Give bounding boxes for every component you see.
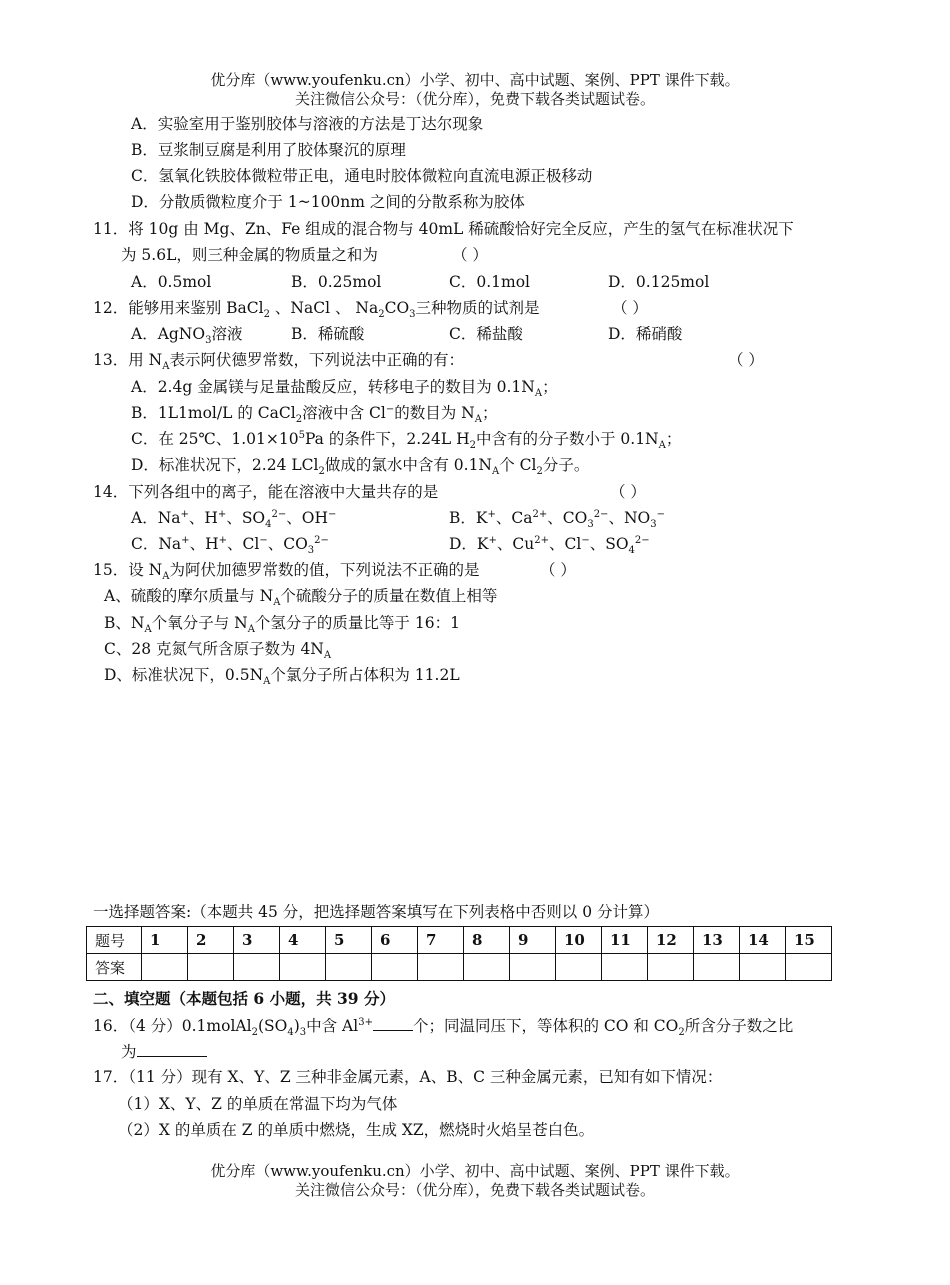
- q14-stem: 14．下列各组中的离子，能在溶液中大量共存的是: [93, 483, 439, 501]
- q16-stem-line2: 为: [121, 1040, 207, 1063]
- q12-option-c: C．稀盐酸: [449, 325, 523, 343]
- q16-stem-line1: 16．（4 分）$0.1molAl_2(SO_4)_3$中含 $Al^{3+}$ 个；同温同压下，等体积的 CO 和 $CO_2$所含分子数之比: [93, 1014, 793, 1037]
- answer-cell[interactable]: [234, 954, 280, 981]
- header-line-2: 关注微信公众号：（优分库），免费下载各类试题试卷。: [294, 90, 655, 108]
- answer-table-answer-row: [87, 954, 832, 981]
- q14-option-d: D．K+、$Cu^{2+}$、Cl−、$SO_4^{2-}$: [449, 534, 650, 557]
- answer-cell[interactable]: [418, 954, 464, 981]
- q13-option-c: C．在 25℃、$1.01\times 10^5Pa$ 的条件下，2.24L $H_2$中含有的分子数小于 $0.1N_A$；: [131, 429, 682, 452]
- q11-option-d: D．0.125mol: [608, 273, 710, 291]
- q12-option-b: B．稀硫酸: [291, 325, 365, 343]
- q12-stem: 12．能够用来鉴别 BaCl$_2$ 、NaCl 、 $Na_2CO_3$三种物质的试剂是: [93, 299, 540, 321]
- q14-option-c: C．Na+、H+、Cl−、$CO_3^{2-}$: [131, 534, 329, 557]
- q15-option-b: B、$N_A$个氧分子与 $N_A$个氢分子的质量比等于 16：1: [104, 614, 460, 636]
- section2-title: 二、填空题（本题包括 6 小题，共 39 分）: [93, 989, 395, 1008]
- q16-blank-1[interactable]: [373, 1014, 413, 1031]
- answer-cell[interactable]: [142, 954, 188, 981]
- answer-section-intro: 一选择题答案:（本题共 45 分，把选择题答案填写在下列表格中否则以 0 分计算）: [93, 903, 660, 921]
- q14-option-a: A．Na+、H+、$SO_4^{2-}$、OH−: [131, 508, 337, 531]
- q13-option-b: B．1L1mol/L 的 CaCl$_2$溶液中含 Cl−的数目为 $N_A$；: [131, 403, 498, 426]
- footer-line-2: 关注微信公众号：（优分库），免费下载各类试题试卷。: [294, 1181, 655, 1199]
- question-number: 2: [188, 927, 234, 954]
- answer-cell[interactable]: [326, 954, 372, 981]
- answer-table-number-row: [87, 927, 832, 954]
- q15-option-a: A、硫酸的摩尔质量与 $N_A$个硫酸分子的质量在数值上相等: [104, 587, 498, 609]
- q13-answer-paren: （ ）: [728, 351, 764, 369]
- q11-stem-line2: 为 5.6L，则三种金属的物质量之和为: [121, 246, 378, 264]
- answer-table: [86, 926, 832, 981]
- answer-cell[interactable]: [648, 954, 694, 981]
- q14-answer-paren: （ ）: [610, 483, 646, 501]
- answer-cell[interactable]: [280, 954, 326, 981]
- q11-option-a: A．0.5mol: [131, 273, 212, 291]
- q10-option-c: C．氢氧化铁胶体微粒带正电，通电时胶体微粒向直流电源正极移动: [131, 167, 593, 185]
- q13-option-d: D．标准状况下，2.24 LCl$_2$做成的氯水中含有 $0.1N_A$个 $Cl_2$分子。: [131, 456, 590, 478]
- answer-cell[interactable]: [372, 954, 418, 981]
- q13-stem: 13．用 $N_A$表示阿伏德罗常数，下列说法中正确的有：: [93, 351, 464, 373]
- page-footer: [0, 1162, 950, 1200]
- question-number: 5: [326, 927, 372, 954]
- footer-line-1: 优分库（www.youfenku.cn）小学、初中、高中试题、案例、PPT 课件下载。: [210, 1162, 740, 1180]
- q11-option-b: B．0.25mol: [291, 273, 382, 291]
- q12-option-d: D．稀硝酸: [608, 325, 683, 343]
- question-number: 4: [280, 927, 326, 954]
- answer-cell[interactable]: [188, 954, 234, 981]
- answer-cell[interactable]: [602, 954, 648, 981]
- question-number: 1: [142, 927, 188, 954]
- q12-option-a: A．AgNO$_3$溶液: [131, 325, 243, 347]
- q17-condition-1: （1）X、Y、Z 的单质在常温下均为气体: [118, 1095, 398, 1113]
- q11-stem-line1: 11．将 10g 由 Mg、Zn、Fe 组成的混合物与 40mL 稀硫酸恰好完全反应，产生的氢气在标准状况下: [93, 220, 794, 238]
- answer-cell[interactable]: [694, 954, 740, 981]
- question-number: 15: [786, 927, 832, 954]
- answer-cell[interactable]: [786, 954, 832, 981]
- q11-answer-paren: （ ）: [452, 246, 488, 264]
- q12-answer-paren: （ ）: [612, 299, 648, 317]
- q15-answer-paren: （ ）: [540, 561, 576, 579]
- q14-option-b: B．K+、$Ca^{2+}$、$CO_3^{2-}$、$NO_3^-$: [449, 508, 665, 531]
- q17-condition-2: （2）X 的单质在 Z 的单质中燃烧，生成 XZ，燃烧时火焰呈苍白色。: [118, 1121, 595, 1139]
- q11-option-c: C．0.1mol: [449, 273, 530, 291]
- number-row-label: 题号: [87, 927, 142, 954]
- q15-option-d: D、标准状况下，$0.5N_A$个氯分子所占体积为 11.2L: [104, 666, 460, 688]
- question-number: 9: [510, 927, 556, 954]
- question-number: 14: [740, 927, 786, 954]
- question-number: 3: [234, 927, 280, 954]
- q17-stem: 17．（11 分）现有 X、Y、Z 三种非金属元素，A、B、C 三种金属元素，已知有如下情况：: [93, 1068, 723, 1086]
- q15-option-c: C、28 克氮气所含原子数为 $4N_A$: [104, 640, 332, 662]
- q10-option-d: D．分散质微粒度介于 1~100nm 之间的分散系称为胶体: [131, 193, 525, 211]
- q15-stem: 15．设 $N_A$为阿伏加德罗常数的值，下列说法不正确的是: [93, 561, 480, 583]
- q16-blank-2[interactable]: [137, 1040, 207, 1057]
- header-line-1: 优分库（www.youfenku.cn）小学、初中、高中试题、案例、PPT 课件下载。: [210, 71, 740, 89]
- page-header: [0, 71, 950, 109]
- q10-option-b: B．豆浆制豆腐是利用了胶体聚沉的原理: [131, 141, 406, 159]
- question-number: 10: [556, 927, 602, 954]
- answer-cell[interactable]: [556, 954, 602, 981]
- answer-cell[interactable]: [464, 954, 510, 981]
- q10-option-a: A．实验室用于鉴别胶体与溶液的方法是丁达尔现象: [131, 115, 484, 133]
- answer-cell[interactable]: [740, 954, 786, 981]
- question-number: 8: [464, 927, 510, 954]
- question-number: 11: [602, 927, 648, 954]
- question-number: 6: [372, 927, 418, 954]
- question-number: 7: [418, 927, 464, 954]
- answer-cell[interactable]: [510, 954, 556, 981]
- answer-row-label: 答案: [87, 954, 142, 981]
- q13-option-a: A．2.4g 金属镁与足量盐酸反应，转移电子的数目为 $0.1N_A$；: [131, 378, 558, 400]
- question-number: 12: [648, 927, 694, 954]
- question-number: 13: [694, 927, 740, 954]
